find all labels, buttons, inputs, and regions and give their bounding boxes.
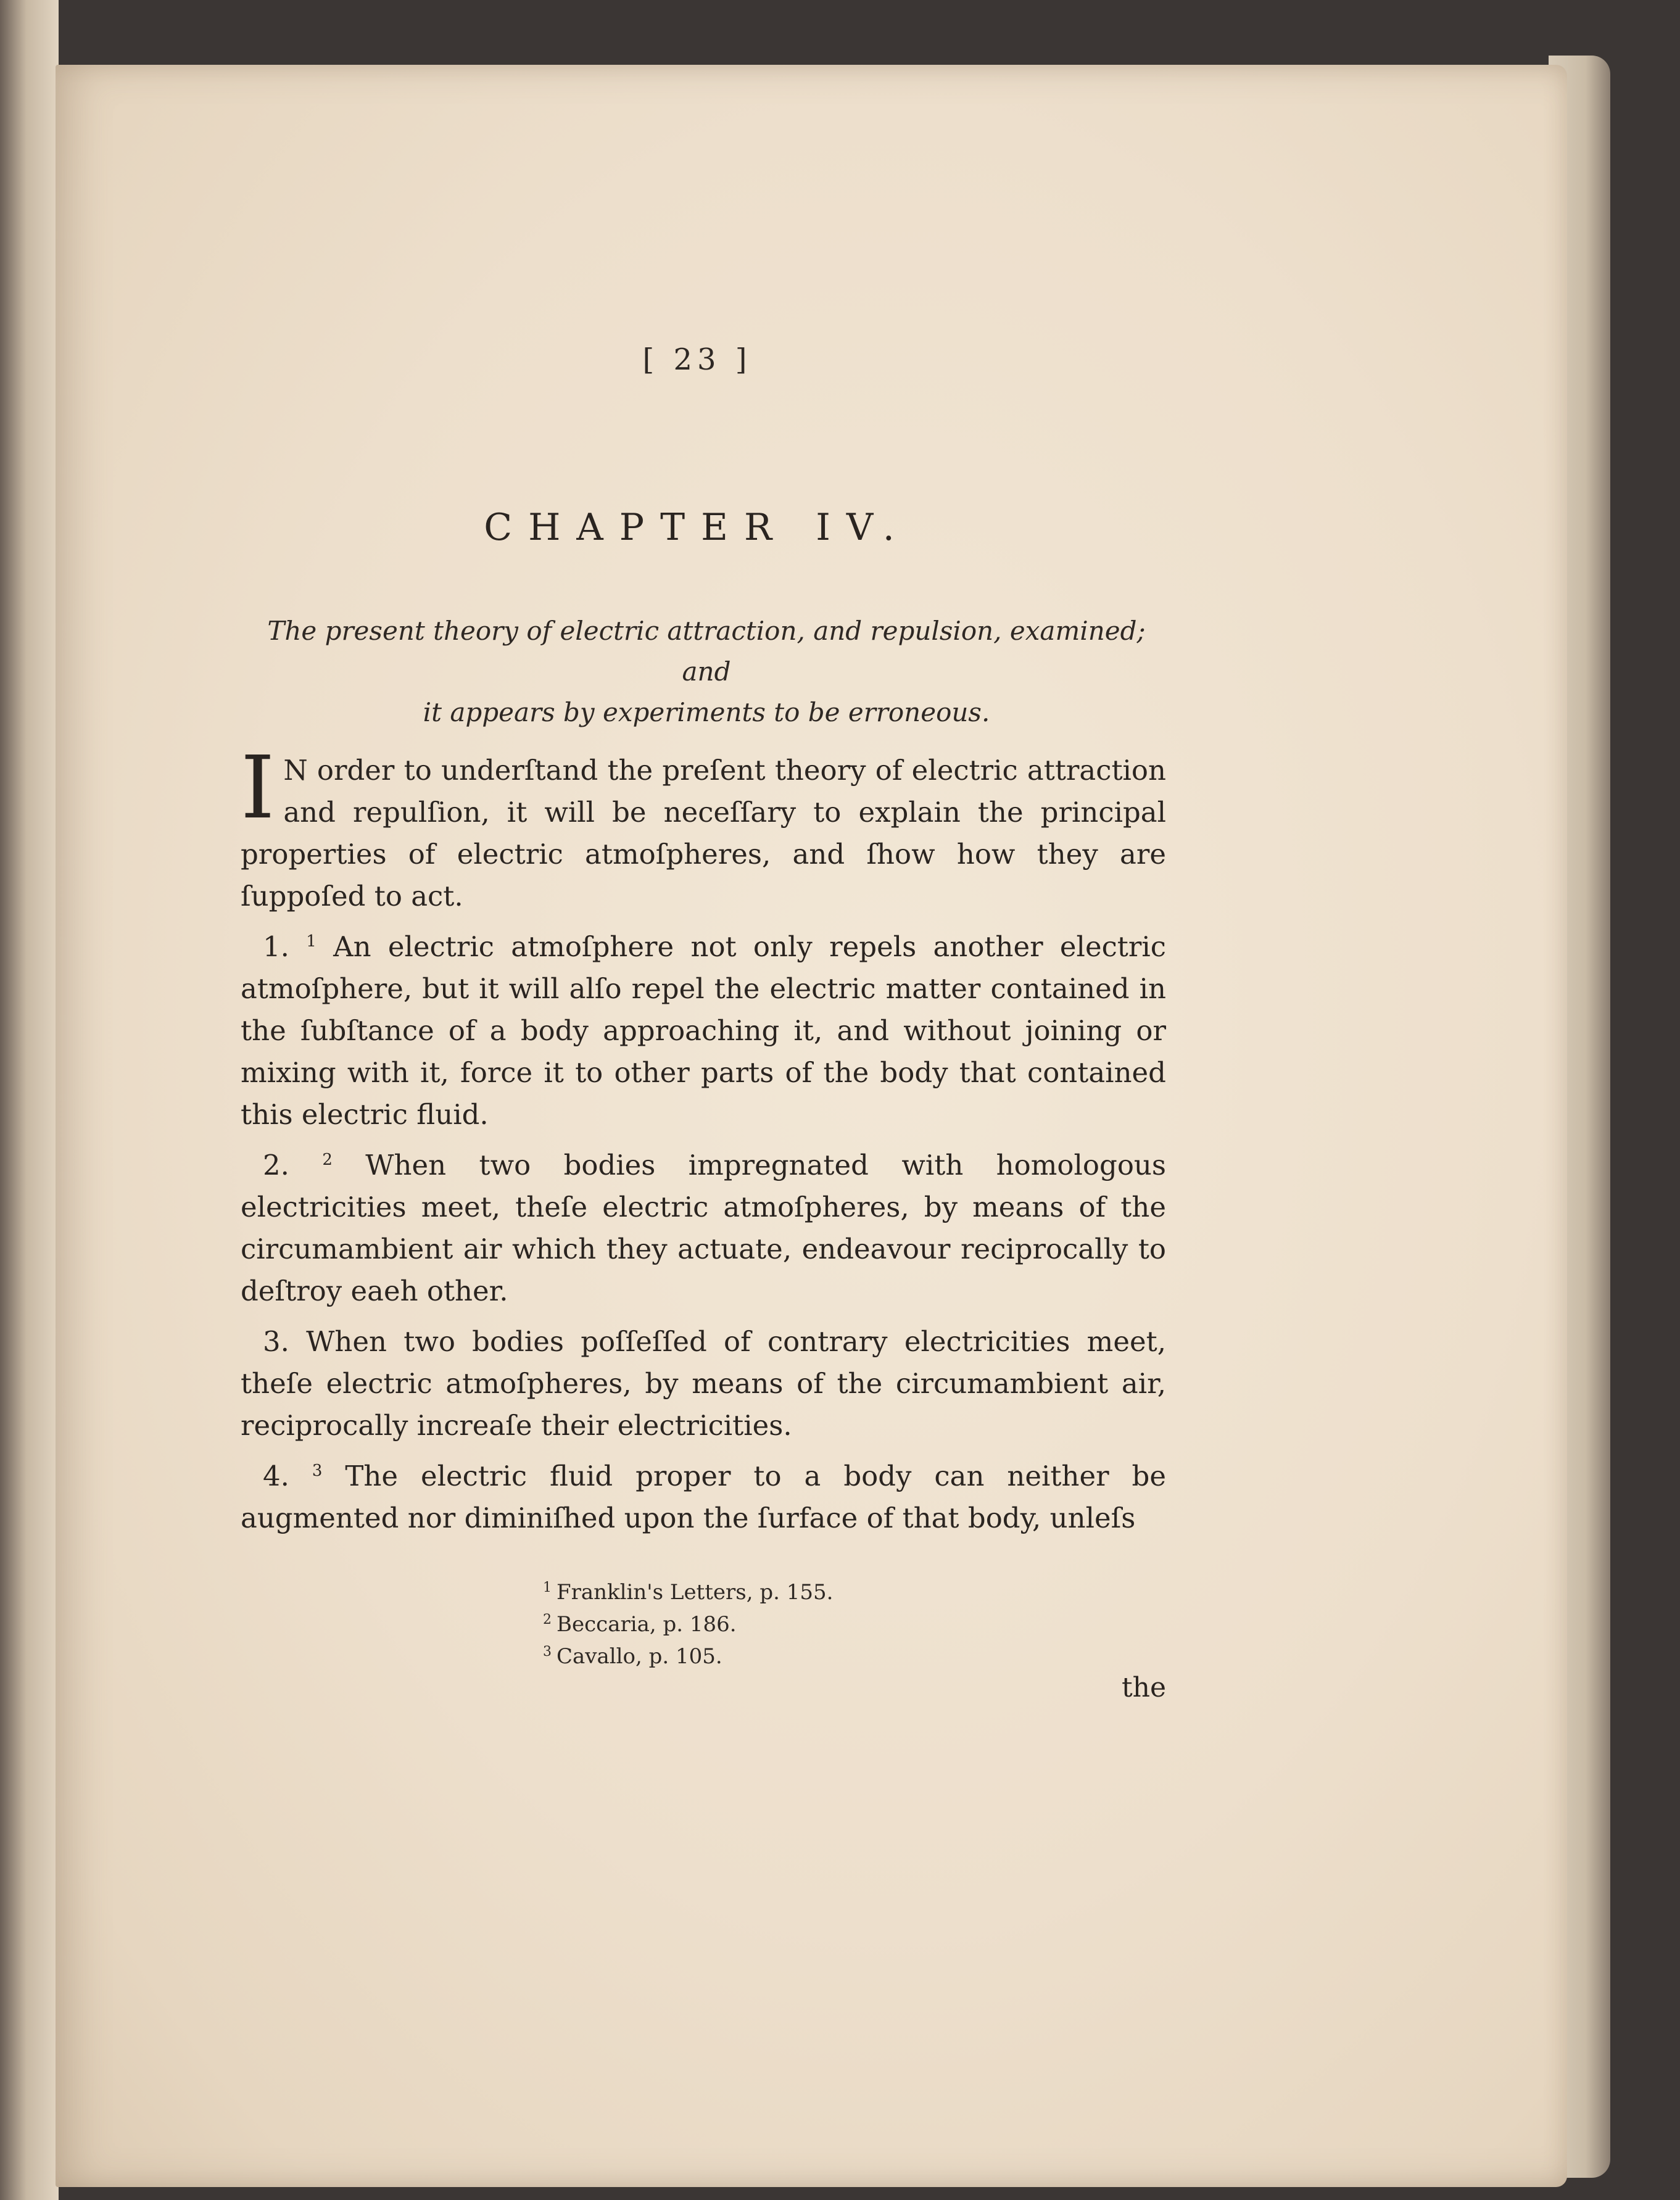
footnote-1 — [543, 1576, 1098, 1608]
catchword: the — [1121, 1672, 1166, 1703]
paragraph-3 — [241, 1321, 1166, 1447]
footnote-1-mark: 1 — [543, 1579, 552, 1595]
paragraph-3-text: When two bodies poſſeſſed of contrary electricities meet, theſe electric atmoſpheres, by means of the circumambient air, reciprocally increaſe their electricities. — [241, 1325, 1167, 1442]
footnote-ref-1: 1 — [306, 932, 317, 951]
paragraph-1 — [241, 926, 1166, 1136]
subtitle-line-1: The present theory of electric attraction, and repulsion, examined; and — [267, 616, 1146, 687]
footnote-3-mark: 3 — [543, 1644, 552, 1660]
footnote-1-text: Franklin's Letters, p. 155. — [557, 1580, 834, 1605]
paragraph-2-number: 2. — [263, 1149, 289, 1181]
paragraph-2 — [241, 1144, 1166, 1312]
paragraph-intro — [241, 738, 1166, 917]
paragraph-4-text: The electric fluid proper to a body can neither be augmented nor diminiſhed upon the ſurface of that body, unleſs — [241, 1460, 1166, 1534]
chapter-title: CHAPTER IV. — [484, 506, 911, 549]
footnote-3-text: Cavallo, p. 105. — [557, 1644, 722, 1669]
footnote-3 — [543, 1640, 1098, 1673]
paragraph-3-number: 3. — [263, 1325, 289, 1358]
paragraph-2-text: When two bodies impregnated with homologous electricities meet, theſe electric atmoſpheres, by means of the circumambient air which they actuate, endeavour reciprocally to deſtroy eaeh other. — [241, 1149, 1166, 1307]
subtitle-line-2: it appears by experiments to be erroneous. — [423, 697, 990, 727]
drop-cap: I — [241, 738, 275, 838]
footnote-ref-2: 2 — [322, 1151, 333, 1169]
body-text — [241, 738, 1167, 1548]
paragraph-1-number: 1. — [263, 930, 289, 963]
previous-page-edge — [0, 0, 59, 2200]
chapter-subtitle — [241, 611, 1172, 733]
footnote-2 — [543, 1608, 1098, 1640]
footnote-2-mark: 2 — [543, 1611, 552, 1627]
paragraph-intro-text: N order to underſtand the preſent theory of electric attraction and repulſion, it will be neceſſary to explain the principal properties of electric atmoſpheres, and ſhow how they are ſuppoſed to act. — [241, 754, 1166, 912]
footnote-ref-3: 3 — [312, 1462, 323, 1480]
footnote-2-text: Beccaria, p. 186. — [557, 1612, 737, 1637]
paragraph-1-text: An electric atmoſphere not only repels another electric atmoſphere, but it will alſo repel the electric matter contained in the ſubſtance of a body approaching it, and without joining or mixing with it, force it to other parts of the body that contained this electric fluid. — [241, 930, 1166, 1131]
paragraph-4 — [241, 1455, 1166, 1539]
footnotes — [543, 1576, 1098, 1673]
paragraph-4-number: 4. — [263, 1460, 289, 1492]
page-number: [ 23 ] — [642, 342, 752, 377]
